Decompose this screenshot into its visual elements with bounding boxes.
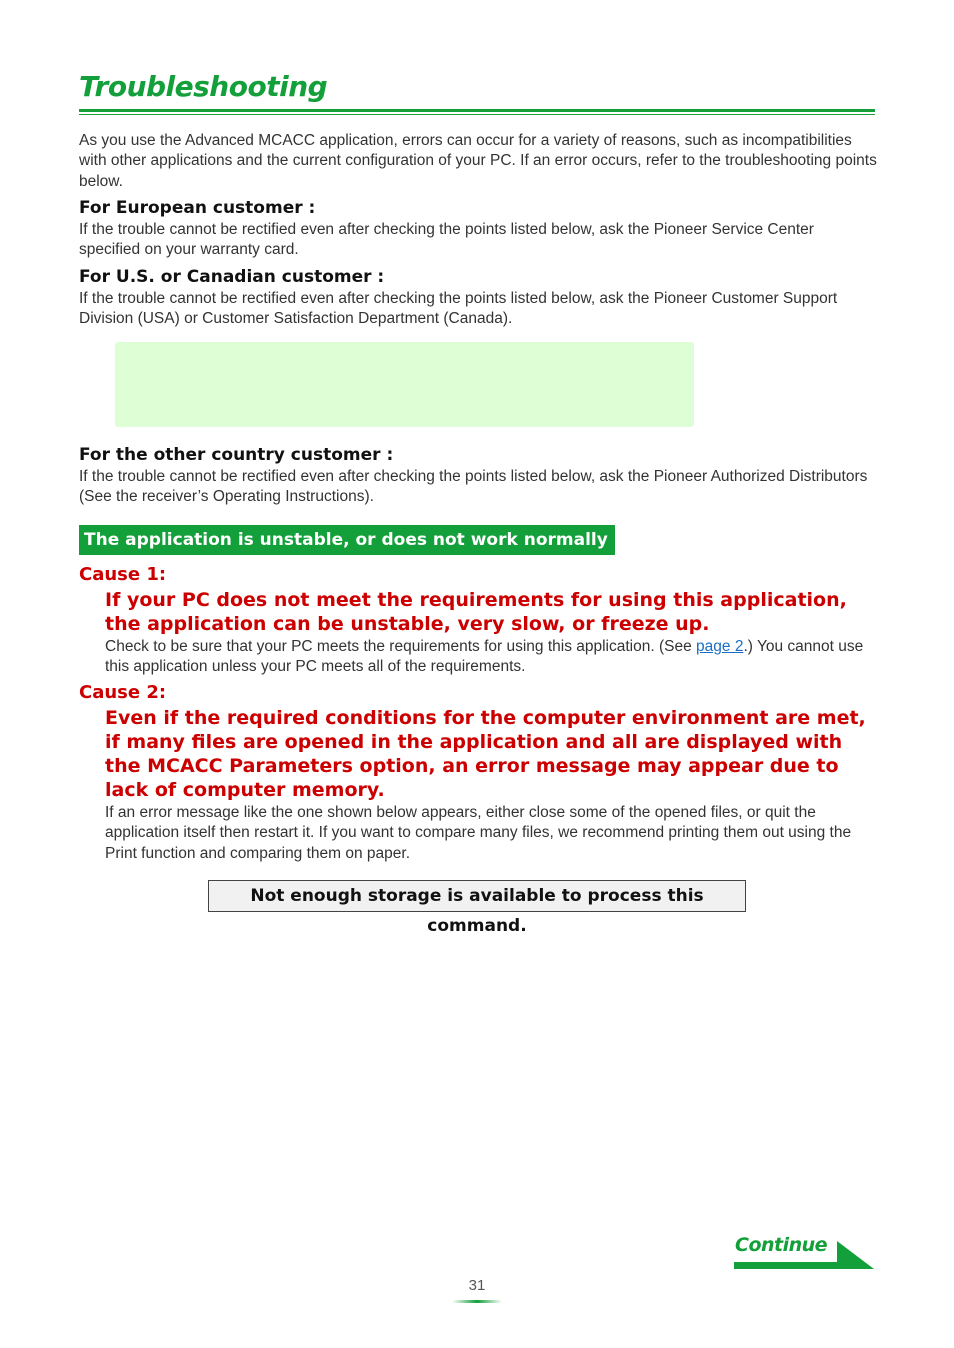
cause1-text-after: .) You cannot use this application unless your PC meets all of the requirements. xyxy=(105,638,864,676)
page-number-underline xyxy=(452,1300,502,1304)
cause1-headline: If your PC does not meet the requirements for using this application, the application can be unstable, very slow, or freeze up. xyxy=(105,589,847,635)
cause1-label: Cause 1: xyxy=(79,564,167,585)
us-canada-heading: For U.S. or Canadian customer : xyxy=(79,267,385,287)
us-canada-text: If the trouble cannot be rectified even after checking the points listed below, ask the Pioneer Customer Support Division (USA) or Customer Satisfaction Department (Canada). xyxy=(79,290,838,328)
cause2-label: Cause 2: xyxy=(79,682,167,703)
european-heading: For European customer : xyxy=(79,198,316,218)
title-rule-thin xyxy=(79,114,875,115)
other-country-heading: For the other country customer : xyxy=(79,445,394,465)
page-2-link[interactable]: page 2 xyxy=(696,638,744,655)
cause2-headline: Even if the required conditions for the computer environment are met, if many files are opened in the application and all are displayed with the MCACC Parameters option, an error message may appear due to lack of computer memory. xyxy=(105,707,866,801)
other-country-text: If the trouble cannot be rectified even after checking the points listed below, ask the Pioneer Authorized Distributors (See the receiver’s Operating Instructions). xyxy=(79,468,868,506)
info-box xyxy=(115,342,694,427)
section-title-bar: The application is unstable, or does not work normally xyxy=(79,525,615,555)
continue-arrow-icon[interactable] xyxy=(734,1240,876,1272)
cause1-text-before: Check to be sure that your PC meets the requirements for using this application. (See xyxy=(105,638,697,655)
intro-paragraph: As you use the Advanced MCACC application, errors can occur for a variety of reasons, such as incompatibilities with other applications and the current configuration of your PC. If an error occurs, refer to the troubleshooting points below. xyxy=(79,132,877,190)
page-number: 31 xyxy=(468,1277,486,1294)
european-text: If the trouble cannot be rectified even after checking the points listed below, ask the Pioneer Service Center specified on your warranty card. xyxy=(79,221,814,259)
error-message-box: Not enough storage is available to process this command. xyxy=(208,880,746,912)
title-rule xyxy=(79,109,875,112)
continue-link[interactable]: Continue xyxy=(735,1234,828,1256)
page-title: Troubleshooting xyxy=(79,70,328,103)
cause1-text xyxy=(105,637,875,678)
cause2-text: If an error message like the one shown below appears, either close some of the opened files, or quit the application itself then restart it. If you want to compare many files, we recommend printing them out using the Print function and comparing them on paper. xyxy=(105,804,852,862)
